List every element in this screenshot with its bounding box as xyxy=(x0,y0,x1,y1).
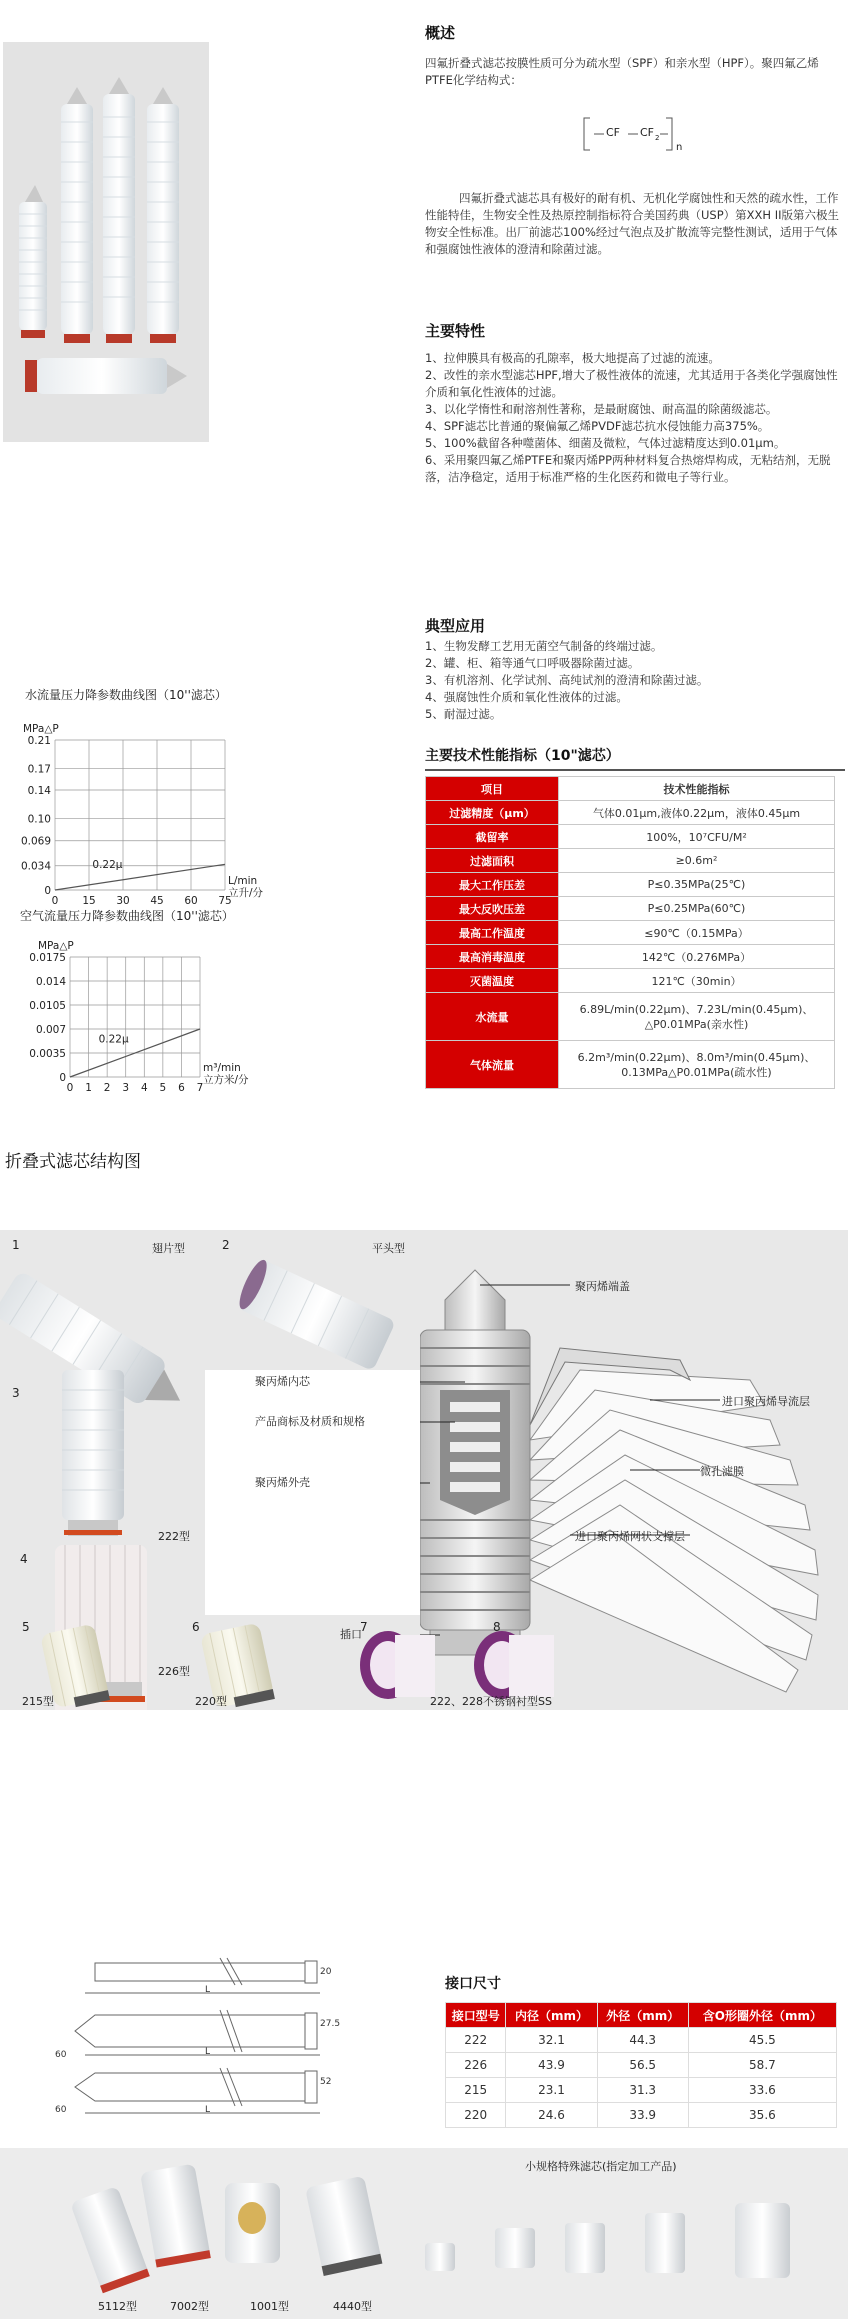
variant-num: 4 xyxy=(20,1552,28,1566)
applications-title: 典型应用 xyxy=(425,617,486,635)
callout-support: 进口聚丙烯网状支撑层 xyxy=(575,1530,685,1543)
overview-paragraph-1: 四氟折叠式滤芯按膜性质可分为疏水型（SPF）和亲水型（HPF）。聚四氟乙烯PTFE化学结构式： xyxy=(425,56,819,87)
variant-8-photo xyxy=(474,1631,554,1699)
small-cartridges-title: 小规格特殊滤芯(指定加工产品) xyxy=(525,2160,677,2173)
type-label: 1001型 xyxy=(250,2300,289,2313)
cartridge-tall-1 xyxy=(61,87,93,343)
spec-key: 最高工作温度 xyxy=(426,921,559,945)
spec-value: 121℃（30min） xyxy=(559,969,835,993)
formula-subscript: 2 xyxy=(655,134,660,142)
spec-value: 142℃（0.276MPa） xyxy=(559,945,835,969)
y-tick-label: 0.14 xyxy=(27,785,51,797)
x-tick-label: 3 xyxy=(122,1082,130,1094)
cartridge-tall-3 xyxy=(147,87,179,343)
series-line xyxy=(55,864,225,890)
port-cell: 24.6 xyxy=(506,2103,597,2128)
y-tick-label: 0.0175 xyxy=(29,952,66,964)
x-tick-label: 30 xyxy=(116,895,130,905)
spec-row xyxy=(426,825,835,849)
spec-value-line: 0.13MPa△P0.01MPa(疏水性) xyxy=(621,1065,772,1079)
dim-label: L xyxy=(205,2047,211,2057)
cartridge-tall-2 xyxy=(103,77,135,343)
application-item: 1、生物发酵工艺用无菌空气制备的终端过滤。 xyxy=(425,639,663,653)
y-tick-label: 0.10 xyxy=(27,813,51,826)
port-row xyxy=(446,2103,837,2128)
port-cell: 44.3 xyxy=(597,2028,688,2053)
spec-value-line: 6.89L/min(0.22μm)、7.23L/min(0.45μm)、 xyxy=(579,1002,814,1016)
variant-num: 3 xyxy=(12,1386,20,1400)
special-items xyxy=(425,2203,790,2278)
x-tick-label: 6 xyxy=(178,1082,185,1094)
y-tick-label: 0 xyxy=(59,1072,66,1084)
dim-label: 20 xyxy=(320,1967,332,1977)
dim-label: 60 xyxy=(55,2105,67,2115)
variant-3-photo xyxy=(62,1370,124,1536)
spec-row xyxy=(426,921,835,945)
y-tick-label: 0.014 xyxy=(35,976,66,988)
x-axis-label: 立升/分 xyxy=(228,887,264,899)
feature-item: 2、改性的亲水型滤芯HPF,增大了极性液体的流速，尤其适用于各类化学强腐蚀性介质和氧化性液体的过滤。 xyxy=(425,368,838,399)
x-tick-label: 15 xyxy=(82,895,96,905)
y-tick-label: 0.21 xyxy=(27,735,51,747)
formula-left: CF xyxy=(606,126,621,139)
feature-item: 4、SPF滤芯比普通的聚偏氟乙烯PVDF滤芯抗水侵蚀能力高375%。 xyxy=(425,419,770,433)
spec-row xyxy=(426,849,835,873)
port-cell: 220 xyxy=(446,2103,506,2128)
feature-item: 5、100%截留各种噬菌体、细菌及微粒，气体过滤精度达到0.01μm。 xyxy=(425,436,786,450)
spec-row xyxy=(426,873,835,897)
callout-membrane: 微孔滤膜 xyxy=(700,1465,744,1478)
dimension-drawing xyxy=(55,1955,345,2130)
callout-inner-core: 聚丙烯内芯 xyxy=(255,1375,310,1388)
spec-value xyxy=(559,1041,835,1089)
type-label: 4440型 xyxy=(333,2300,372,2313)
spec-key: 过滤面积 xyxy=(426,849,559,873)
y-tick-label: 0.069 xyxy=(20,835,51,848)
port-cell: 23.1 xyxy=(506,2078,597,2103)
type-1001-photo xyxy=(225,2183,280,2263)
port-cell: 33.6 xyxy=(688,2078,836,2103)
spec-value: 气体0.01μm,液体0.22μm，液体0.45μm xyxy=(559,801,835,825)
variant-label: 222、228不锈钢衬型SS xyxy=(430,1695,552,1708)
applications-list xyxy=(425,638,845,723)
spec-key: 水流量 xyxy=(426,993,559,1041)
variant-num: 1 xyxy=(12,1238,20,1252)
spec-title-underline xyxy=(425,769,845,771)
feature-item: 3、以化学惰性和耐溶剂性著称，是最耐腐蚀、耐高温的除菌级滤芯。 xyxy=(425,402,778,416)
spec-row xyxy=(426,801,835,825)
port-cell: 226 xyxy=(446,2053,506,2078)
overview-title: 概述 xyxy=(425,24,456,42)
dim-label: 52 xyxy=(320,2077,332,2087)
application-item: 3、有机溶剂、化学试剂、高纯试剂的澄清和除菌过滤。 xyxy=(425,673,709,687)
spec-row xyxy=(426,993,835,1041)
port-table xyxy=(445,2002,837,2128)
spec-key: 最大工作压差 xyxy=(426,873,559,897)
x-tick-label: 2 xyxy=(103,1082,111,1094)
port-row xyxy=(446,2078,837,2103)
port-cell: 215 xyxy=(446,2078,506,2103)
small-cartridges-panel xyxy=(0,2148,848,2319)
feature-item: 6、采用聚四氟乙烯PTFE和聚丙烯PP两种材料复合热熔焊构成，无粘结剂，无脱落，洁净稳定，适用于标准严格的生化医药和微电子等行业。 xyxy=(425,453,831,484)
cartridge-short xyxy=(19,185,47,338)
variant-label: 215型 xyxy=(22,1695,54,1708)
variant-7-photo xyxy=(360,1631,435,1699)
spec-header-value: 技术性能指标 xyxy=(559,777,835,801)
y-tick-label: 0.007 xyxy=(35,1024,66,1036)
callout-outer-shell: 聚丙烯外壳 xyxy=(255,1476,310,1489)
feature-item: 1、拉伸膜具有极高的孔隙率，极大地提高了过滤的流速。 xyxy=(425,351,720,365)
y-axis-label: MPa△P xyxy=(23,723,59,735)
port-header-cell: 接口型号 xyxy=(446,2003,506,2028)
product-photo xyxy=(3,42,209,442)
spec-value: 100%，10⁷CFU/M² xyxy=(559,825,835,849)
diagram-panel xyxy=(205,1370,420,1615)
application-item: 4、强腐蚀性介质和氧化性液体的过滤。 xyxy=(425,690,628,704)
port-cell: 45.5 xyxy=(688,2028,836,2053)
x-axis-label: m³/min xyxy=(203,1062,241,1074)
dim-label: 60 xyxy=(55,2050,67,2060)
spec-key: 气体流量 xyxy=(426,1041,559,1089)
spec-value: P≤0.25MPa(60℃) xyxy=(559,897,835,921)
spec-row xyxy=(426,897,835,921)
variant-num: 6 xyxy=(192,1620,200,1634)
port-header-cell: 外径（mm） xyxy=(597,2003,688,2028)
y-axis-label: MPa△P xyxy=(38,940,74,952)
variant-num: 5 xyxy=(22,1620,30,1634)
spec-key: 截留率 xyxy=(426,825,559,849)
port-header-cell: 含O形圈外径（mm） xyxy=(688,2003,836,2028)
ptfe-formula xyxy=(580,112,690,158)
x-tick-label: 45 xyxy=(150,895,164,905)
cartridge-horizontal xyxy=(25,358,187,394)
port-row xyxy=(446,2028,837,2053)
y-tick-label: 0.0035 xyxy=(29,1048,66,1060)
dim-label: L xyxy=(205,2105,211,2115)
spec-value: ≥0.6m² xyxy=(559,849,835,873)
small-cartridges-photos xyxy=(0,2148,848,2319)
port-header-row xyxy=(446,2003,837,2028)
variant-num: 7 xyxy=(360,1620,368,1634)
spec-key: 最高消毒温度 xyxy=(426,945,559,969)
spec-header-row xyxy=(426,777,835,801)
spec-value xyxy=(559,993,835,1041)
type-5112-photo xyxy=(70,2186,150,2293)
series-label: 0.22μ xyxy=(92,858,123,871)
chart2 xyxy=(0,935,300,1100)
chart2-caption: 空气流量压力降参数曲线图（10''滤芯） xyxy=(20,909,234,923)
x-tick-label: 1 xyxy=(85,1082,92,1094)
variant-2-flat-photo xyxy=(234,1257,396,1372)
application-item: 5、耐湿过滤。 xyxy=(425,707,502,721)
type-7002-photo xyxy=(140,2163,211,2267)
port-header-cell: 内径（mm） xyxy=(506,2003,597,2028)
port-cell: 222 xyxy=(446,2028,506,2053)
callout-trademark: 产品商标及材质和规格 xyxy=(255,1415,365,1428)
type-label: 5112型 xyxy=(98,2300,137,2313)
spec-row xyxy=(426,945,835,969)
type-4440-photo xyxy=(305,2176,382,2277)
callout-end-cap: 聚丙烯端盖 xyxy=(575,1280,630,1293)
port-cell: 43.9 xyxy=(506,2053,597,2078)
port-title: 接口尺寸 xyxy=(445,1976,501,1992)
variant-num: 8 xyxy=(493,1620,501,1634)
features-title: 主要特性 xyxy=(425,322,486,340)
spec-value-line: △P0.01MPa(亲水性) xyxy=(644,1017,749,1031)
end-cap xyxy=(445,1270,505,1330)
spec-row xyxy=(426,969,835,993)
series-label: 0.22μ xyxy=(98,1033,129,1046)
overview-paragraph-2: 四氟折叠式滤芯具有极好的耐有机、无机化学腐蚀性和天然的疏水性，工作性能特佳，生物安全性及热原控制指标符合美国药典（USP）第XXH II版第六极生物安全性标准。出厂前滤芯100%经过气泡点及扩散流等完整性测试，适用于气体和强腐蚀性液体的澄清和除菌过滤。 xyxy=(425,191,839,256)
y-tick-label: 0.034 xyxy=(20,860,51,873)
spec-table xyxy=(425,776,835,1089)
variant-num: 2 xyxy=(222,1238,230,1252)
callout-inlet: 插口 xyxy=(340,1628,362,1641)
x-tick-label: 7 xyxy=(196,1082,204,1094)
y-tick-label: 0.17 xyxy=(27,763,51,776)
structure-title: 折叠式滤芯结构图 xyxy=(5,1152,141,1172)
variant-label: 平头型 xyxy=(372,1242,405,1255)
dim-label: 27.5 xyxy=(320,2019,341,2029)
formula-n: n xyxy=(676,142,683,153)
spec-row xyxy=(426,1041,835,1089)
variant-label: 226型 xyxy=(158,1665,190,1678)
y-tick-label: 0 xyxy=(44,885,51,897)
spec-value: ≤90℃（0.15MPa） xyxy=(559,921,835,945)
port-cell: 35.6 xyxy=(688,2103,836,2128)
port-cell: 56.5 xyxy=(597,2053,688,2078)
x-tick-label: 5 xyxy=(159,1082,167,1094)
chart1 xyxy=(0,715,300,905)
variant-label: 220型 xyxy=(195,1695,227,1708)
spec-key: 灭菌温度 xyxy=(426,969,559,993)
port-row xyxy=(446,2053,837,2078)
x-tick-label: 0 xyxy=(66,1082,74,1094)
chart1-caption: 水流量压力降参数曲线图（10''滤芯） xyxy=(25,688,227,702)
structure-panel xyxy=(0,1230,848,1710)
x-axis-label: L/min xyxy=(228,875,258,887)
formula-right: CF xyxy=(640,126,655,139)
port-cell: 32.1 xyxy=(506,2028,597,2053)
spec-value: P≤0.35MPa(25℃) xyxy=(559,873,835,897)
dim-label: L xyxy=(205,1985,211,1995)
port-cell: 33.9 xyxy=(597,2103,688,2128)
x-tick-label: 4 xyxy=(140,1082,148,1094)
y-tick-label: 0.0105 xyxy=(29,1000,66,1012)
variant-label: 翅片型 xyxy=(152,1242,185,1255)
callout-inlet-guide: 进口聚丙烯导流层 xyxy=(722,1395,810,1408)
x-tick-label: 60 xyxy=(184,895,198,905)
spec-header-item: 项目 xyxy=(426,777,559,801)
variant-label: 222型 xyxy=(158,1530,190,1543)
spec-key: 过滤精度（μm） xyxy=(426,801,559,825)
x-tick-label: 75 xyxy=(218,895,232,905)
spec-key: 最大反吹压差 xyxy=(426,897,559,921)
features-list xyxy=(425,350,845,486)
port-cell: 31.3 xyxy=(597,2078,688,2103)
x-tick-label: 0 xyxy=(51,895,59,905)
spec-value-line: 6.2m³/min(0.22μm)、8.0m³/min(0.45μm)、 xyxy=(577,1050,816,1064)
spec-title: 主要技术性能指标（10"滤芯） xyxy=(425,748,620,764)
type-label: 7002型 xyxy=(170,2300,209,2313)
port-cell: 58.7 xyxy=(688,2053,836,2078)
application-item: 2、罐、柜、箱等通气口呼吸器除菌过滤。 xyxy=(425,656,640,670)
x-axis-label: 立方米/分 xyxy=(203,1074,249,1086)
